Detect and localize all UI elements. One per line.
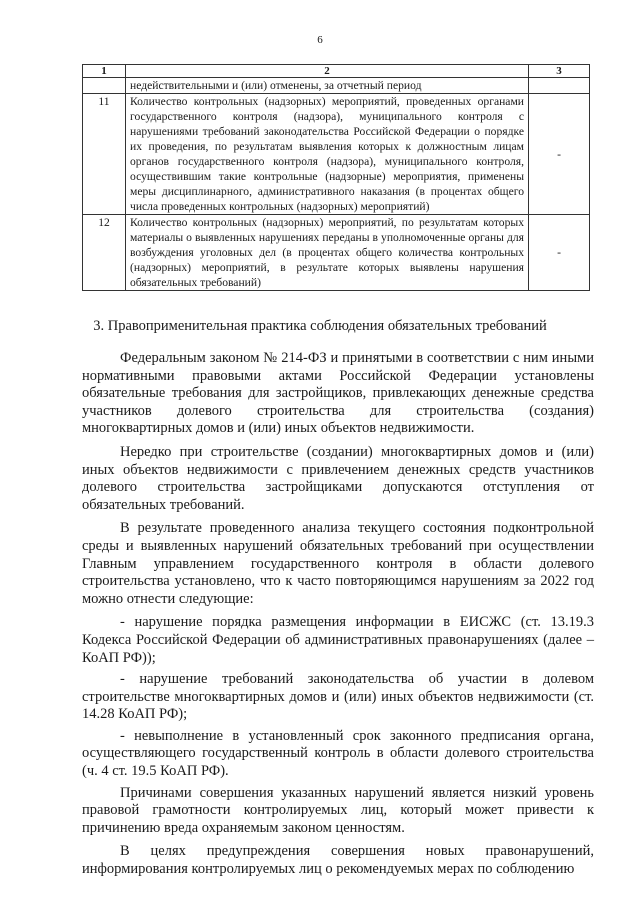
table-row <box>83 215 590 291</box>
table-cell-value: - <box>529 94 590 215</box>
table-cell-text: Количество контрольных (надзорных) мероприятий, проведенных органами государственного контроля (надзора), муниципального контроля с нарушениями требований законодательства Российской Федерации о порядке их проведения, по результатам выявления которых к должностным лицам органов государственного контроля (надзора), муниципального контроля, осуществившим такие контрольные (надзорные) мероприятия, применены меры дисциплинарного, административного наказания (в процентах общего числа проведенных контрольных (надзорных) мероприятий) <box>126 94 529 215</box>
list-item: - невыполнение в установленный срок законного предписания органа, осуществляющего государственный контроль в области долевого строительства (ч. 4 ст. 19.5 КоАП РФ). <box>82 727 594 780</box>
body-text <box>82 350 594 885</box>
paragraph: В результате проведенного анализа текущего состояния подконтрольной среды и выявленных нарушений обязательных требований при осуществлении Главным управлением государственного контроля в области долевого строительства установлено, что к часто повторяющимся нарушениям за 2022 год можно отнести следующие: <box>82 520 594 607</box>
page-number: 6 <box>317 34 323 46</box>
table-header-row <box>83 65 590 78</box>
table-cell-num <box>83 78 126 94</box>
header-cell: 3 <box>529 65 590 78</box>
table-cell-text: Количество контрольных (надзорных) мероприятий, по результатам которых материалы о выявленных нарушениях переданы в уполномоченные органы для возбуждения уголовных дел (в процентах общего количества контрольных (надзорных) мероприятий, в результате которых выявлены нарушения обязательных требований) <box>126 215 529 291</box>
list-item: - нарушение требований законодательства об участии в долевом строительстве многоквартирных домов и (или) иных объектов недвижимости (ст. 14.28 КоАП РФ); <box>82 671 594 723</box>
table-cell-num: 12 <box>83 215 126 291</box>
paragraph: Федеральным законом № 214-ФЗ и принятыми в соответствии с ним иными нормативными правовыми актами Российской Федерации установлены обязательные требования для застройщиков, привлекающих денежные средства участников долевого строительства для строительства (создания) многоквартирных домов и (или) иных объектов недвижимости. <box>82 350 594 437</box>
table-cell-value: - <box>529 215 590 291</box>
header-cell: 1 <box>83 65 126 78</box>
paragraph: Нередко при строительстве (создании) многоквартирных домов и (или) иных объектов недвижимости с привлечением денежных средств участников долевого строительства застройщиками допускаются отступления от обязательных требований. <box>82 443 594 513</box>
table-row <box>83 78 590 94</box>
table-row <box>83 94 590 215</box>
indicators-table <box>82 64 590 291</box>
header-cell: 2 <box>126 65 529 78</box>
list-item: - нарушение порядка размещения информации в ЕИСЖС (ст. 13.19.3 Кодекса Российской Федерации об административных правонарушениях (далее – КоАП РФ)); <box>82 614 594 666</box>
table-cell-num: 11 <box>83 94 126 215</box>
section-title: 3. Правоприменительная практика соблюдения обязательных требований <box>93 318 547 334</box>
table-cell-value <box>529 78 590 94</box>
paragraph: В целях предупреждения совершения новых правонарушений, информирования контролируемых лиц о рекомендуемых мерах по соблюдению <box>82 843 594 878</box>
paragraph: Причинами совершения указанных нарушений является низкий уровень правовой грамотности контролируемых лиц, который может привести к причинению вреда охраняемым законом ценностям. <box>82 784 594 836</box>
table-cell-text: недействительными и (или) отменены, за отчетный период <box>126 78 529 94</box>
